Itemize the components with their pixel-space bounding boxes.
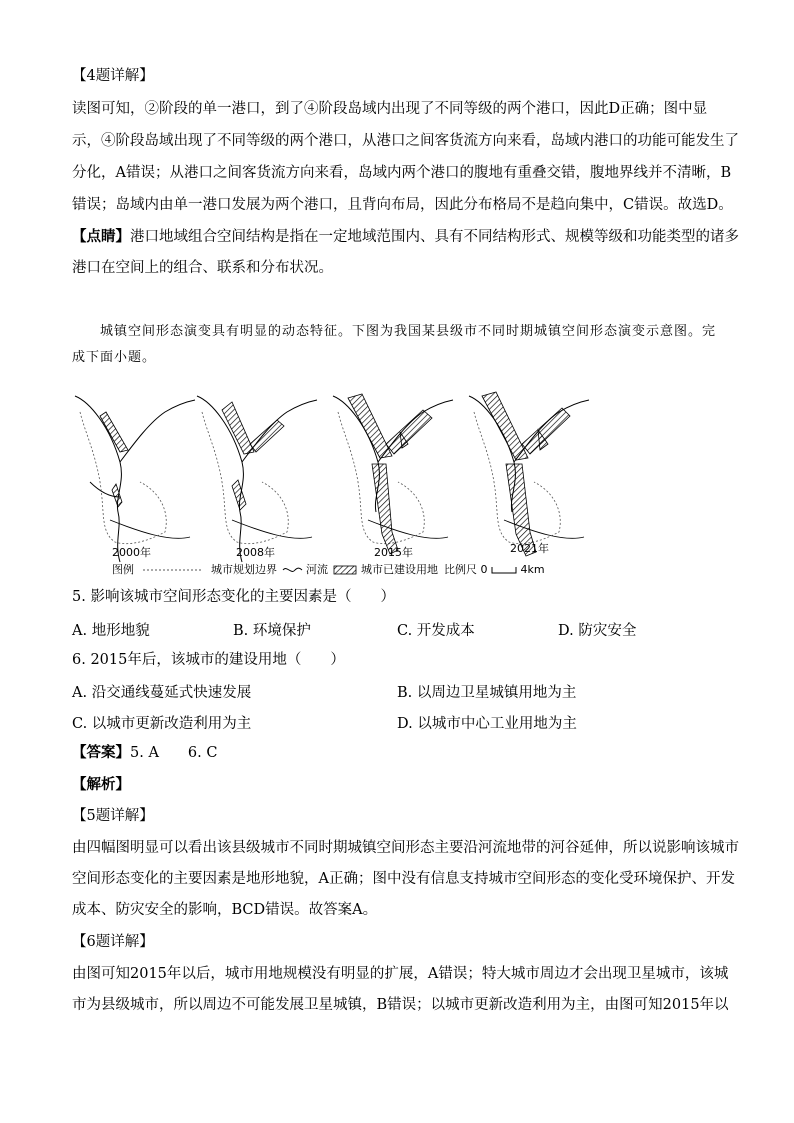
- q4-line-1: 读图可知，②阶段的单一港口，到了④阶段岛域内出现了不同等级的两个港口，因此D正确；图中显: [72, 101, 708, 117]
- river-symbol: [281, 565, 303, 575]
- q4-note-line-2: 港口在空间上的组合、联系和分布状况。: [72, 260, 333, 276]
- legend-built: 城市已建设用地: [361, 563, 438, 576]
- scale-zero: 0: [480, 563, 488, 576]
- q5-stem: 5. 影响该城市空间形态变化的主要因素是（ ）: [72, 589, 395, 605]
- q4-note: [72, 227, 739, 247]
- scale-line: [491, 565, 517, 575]
- q6-stem: 6. 2015年后，该城市的建设用地（ ）: [72, 652, 345, 668]
- map-2008: [197, 396, 317, 562]
- q4-line-4: 错误；岛域内由单一港口发展为两个港口，且背向布局，因此分布格局不是趋向集中，C错误。故选D。: [72, 197, 733, 213]
- answer-label: 【答案】: [72, 744, 130, 761]
- legend-title: 图例: [112, 563, 134, 576]
- intro-line-1: 城镇空间形态演变具有明显的动态特征。下图为我国某县级市不同时期城镇空间形态演变示意图。完: [100, 324, 717, 339]
- note-line-1: 港口地域组合空间结构是指在一定地域范围内、具有不同结构形式、规模等级和功能类型的诸多: [130, 229, 739, 245]
- legend-boundary: 城市规划边界: [211, 563, 277, 576]
- note-label: 【点睛】: [72, 228, 130, 245]
- q6-detail-line-2: 市为县级城市，所以周边不可能发展卫星城镇，B错误；以城市更新改造利用为主，由图可知2015年以: [72, 997, 729, 1013]
- q6-option-a: A. 沿交通线蔓延式快速发展: [72, 685, 252, 701]
- q5-detail-line-3: 成本、防灾安全的影响，BCD错误。故答案A。: [72, 902, 378, 918]
- scale-bar: [444, 561, 545, 577]
- analysis-label: 【解析】: [72, 776, 130, 793]
- map-legend: [112, 561, 438, 577]
- q4-header: 【4题详解】: [72, 68, 154, 84]
- q5-detail-line-2: 空间形态变化的主要因素是地形地貌，A正确；图中没有信息支持城市空间形态的变化受环境保护、开发: [72, 871, 735, 887]
- map-2000: [75, 396, 195, 562]
- q5-option-c: C. 开发成本: [397, 623, 475, 639]
- year-2008: 2008年: [236, 546, 275, 559]
- legend-river: 河流: [306, 563, 328, 576]
- answer-text: 5. A 6. C: [130, 745, 218, 761]
- q4-line-2: 示，④阶段岛域出现了不同等级的两个港口，从港口之间客货流方向来看，岛域内港口的功能可能发生了: [72, 133, 739, 149]
- q5-detail-line-1: 由四幅图明显可以看出该县级城市不同时期城镇空间形态主要沿河流地带的河谷延伸，所以说影响该城市: [72, 840, 739, 856]
- q5-option-a: A. 地形地貌: [72, 623, 150, 639]
- q5-option-b: B. 环境保护: [233, 623, 311, 639]
- answer-line: [72, 743, 217, 763]
- year-2015: 2015年: [374, 546, 413, 559]
- q6-option-c: C. 以城市更新改造利用为主: [72, 716, 252, 732]
- q6-option-b: B. 以周边卫星城镇用地为主: [397, 685, 577, 701]
- intro-line-2: 成下面小题。: [72, 350, 157, 365]
- q6-detail-header: 【6题详解】: [72, 934, 154, 950]
- q5-option-d: D. 防灾安全: [558, 623, 637, 639]
- year-2021: 2021年: [510, 542, 549, 555]
- q4-line-3: 分化，A错误；从港口之间客货流方向来看，岛域内两个港口的腹地有重叠交错，腹地界线并不清晰，B: [72, 165, 732, 181]
- map-2015: [333, 394, 453, 554]
- map-2021: [469, 392, 589, 556]
- boundary-symbol: [138, 565, 208, 575]
- scale-value: 4km: [520, 563, 545, 576]
- q5-detail-header: 【5题详解】: [72, 808, 154, 824]
- scale-label: 比例尺: [444, 563, 477, 576]
- built-land-symbol: [332, 565, 358, 575]
- city-evolution-figure: [70, 372, 590, 582]
- year-2000: 2000年: [112, 546, 151, 559]
- q6-detail-line-1: 由图可知2015年以后，城市用地规模没有明显的扩展，A错误；特大城市周边才会出现卫星城市，该城: [72, 966, 729, 982]
- q6-option-d: D. 以城市中心工业用地为主: [397, 716, 577, 732]
